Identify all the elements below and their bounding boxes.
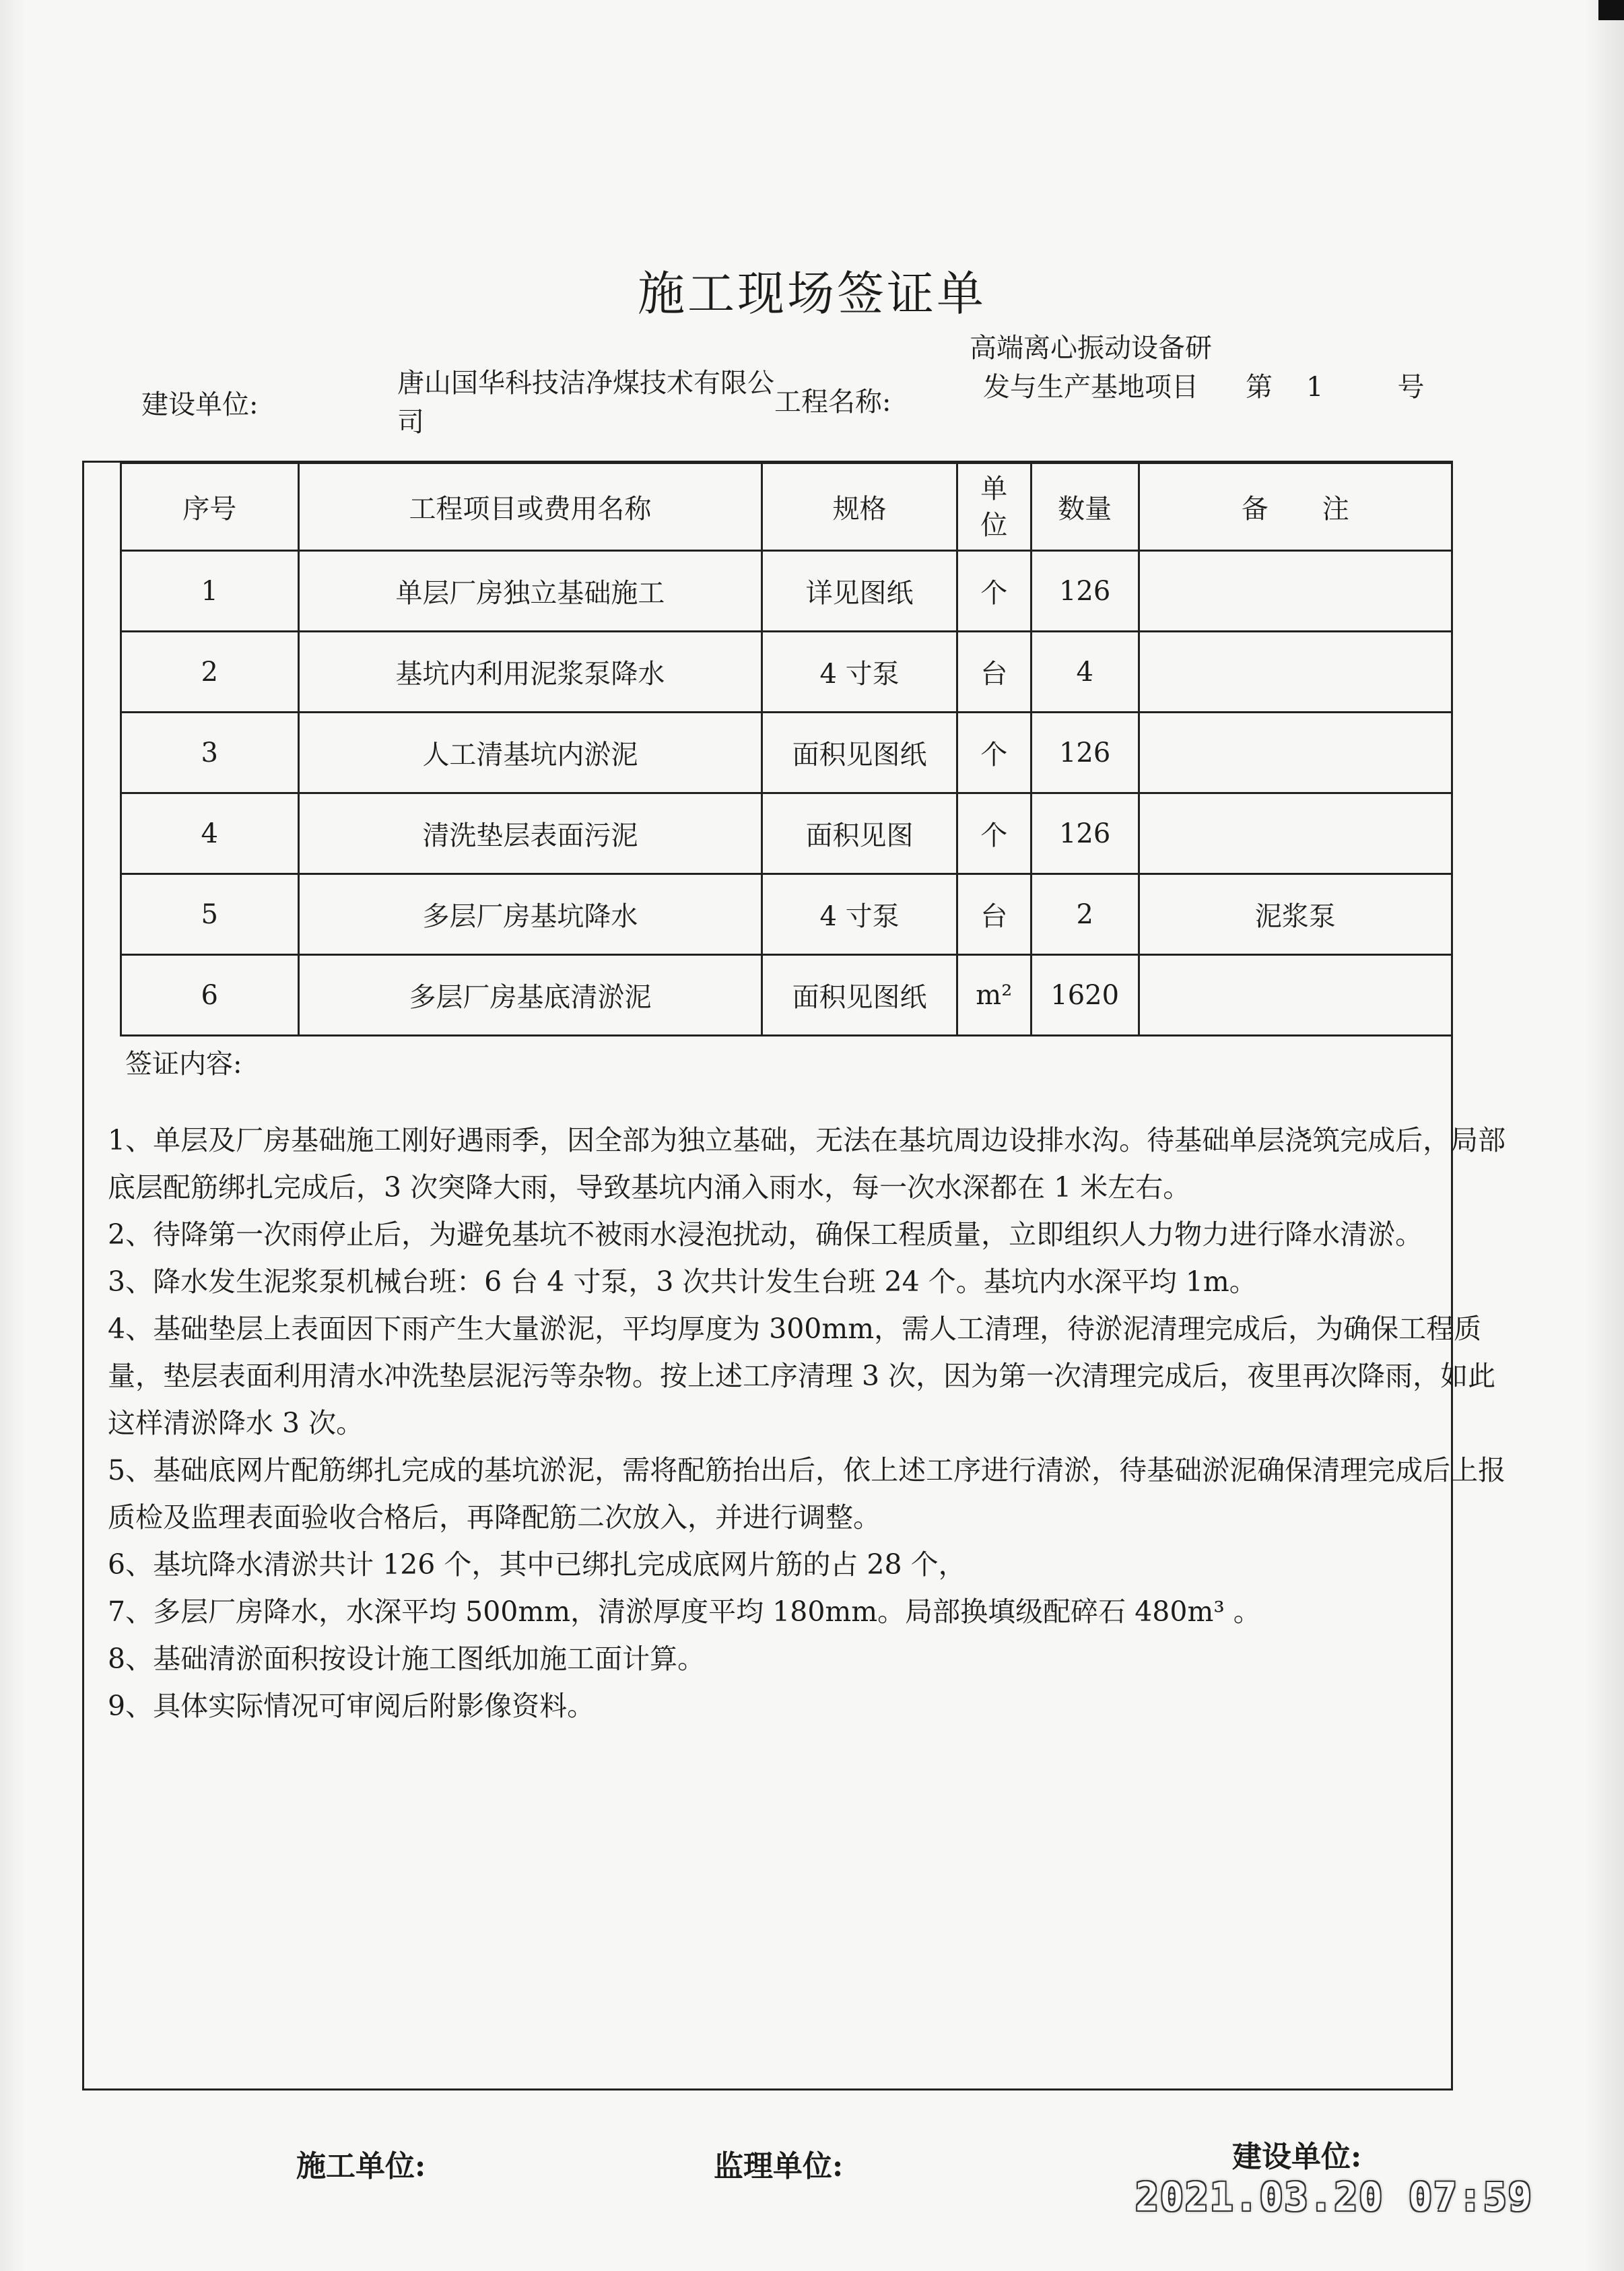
cell-note: 泥浆泵 <box>1139 874 1452 955</box>
header-spec: 规格 <box>762 463 957 551</box>
cell-seq: 2 <box>121 632 299 713</box>
cell-item: 多层厂房基坑降水 <box>298 874 762 955</box>
cell-item: 基坑内利用泥浆泵降水 <box>298 632 762 713</box>
cell-spec: 面积见图纸 <box>762 713 957 793</box>
cell-spec: 4 寸泵 <box>762 874 957 955</box>
owner-signature-label: 建设单位: <box>1232 2140 1362 2174</box>
project-label: 工程名称: <box>774 387 891 418</box>
header-unit-line2: 位 <box>980 509 1008 541</box>
owner-label: 建设单位: <box>141 389 259 420</box>
cell-seq: 1 <box>121 551 299 632</box>
cell-spec: 4 寸泵 <box>762 632 957 713</box>
header-unit-line1: 单 <box>980 473 1008 504</box>
project-name: 高端离心振动设备研发与生产基地项目 <box>970 333 1212 403</box>
supervisor-signature-label: 监理单位: <box>714 2149 844 2183</box>
document-title: 施工现场签证单 <box>638 266 986 321</box>
table-row <box>121 793 1452 874</box>
cell-item: 人工清基坑内淤泥 <box>298 713 762 793</box>
content-paragraph: 3、降水发生泥浆泵机械台班：6 台 4 寸泵，3 次共计发生台班 24 个。基坑内水深平均 1m。 <box>108 1265 1257 1298</box>
cell-spec: 面积见图 <box>762 793 957 874</box>
header-unit <box>957 463 1031 551</box>
cell-note <box>1139 632 1452 713</box>
cell-unit: 台 <box>957 632 1031 713</box>
cell-item: 单层厂房独立基础施工 <box>298 551 762 632</box>
cell-note <box>1139 793 1452 874</box>
cell-unit: 个 <box>957 713 1031 793</box>
cell-unit: 个 <box>957 551 1031 632</box>
form-number-prefix: 第 <box>1246 372 1273 403</box>
page-shadow-right <box>1584 0 1624 2271</box>
content-paragraph: 2、待降第一次雨停止后，为避免基坑不被雨水浸泡扰动，确保工程质量，立即组织人力物力进行降水清淤。 <box>108 1218 1423 1251</box>
page-shadow-left <box>0 0 27 2271</box>
content-paragraph: 8、基础清淤面积按设计施工图纸加施工面计算。 <box>108 1643 706 1675</box>
header-note: 备 注 <box>1139 463 1452 551</box>
content-paragraph: 1、单层及厂房基础施工刚好遇雨季，因全部为独立基础，无法在基坑周边设排水沟。待基础单层浇筑完成后，局部底层配筋绑扎完成后，3 次突降大雨，导致基坑内涌入雨水，每一次水深都在 1 米左右。 <box>108 1124 1506 1204</box>
cell-spec: 面积见图纸 <box>762 955 957 1036</box>
form-number-value: 1 <box>1306 372 1324 403</box>
table-row <box>121 632 1452 713</box>
table-row <box>121 713 1452 793</box>
cell-unit: m² <box>957 955 1031 1036</box>
cell-qty: 126 <box>1031 793 1139 874</box>
photo-corner <box>1598 0 1624 20</box>
table-row <box>121 874 1452 955</box>
content-paragraph: 6、基坑降水清淤共计 126 个，其中已绑扎完成底网片筋的占 28 个， <box>108 1548 966 1581</box>
builder-signature-label: 施工单位: <box>296 2149 426 2183</box>
cell-seq: 6 <box>121 955 299 1036</box>
content-label: 签证内容: <box>125 1049 242 1080</box>
cell-note <box>1139 713 1452 793</box>
header-item: 工程项目或费用名称 <box>298 463 762 551</box>
cell-unit: 台 <box>957 874 1031 955</box>
owner-name: 唐山国华科技洁净煤技术有限公司 <box>397 368 774 438</box>
cell-note <box>1139 955 1452 1036</box>
cell-qty: 126 <box>1031 551 1139 632</box>
content-body <box>108 1117 1522 1730</box>
cell-seq: 3 <box>121 713 299 793</box>
header-qty: 数量 <box>1031 463 1139 551</box>
form-number <box>1246 368 1424 407</box>
form-number-suffix: 号 <box>1397 372 1425 403</box>
cell-qty: 2 <box>1031 874 1139 955</box>
header-seq: 序号 <box>121 463 299 551</box>
items-table <box>120 462 1453 1036</box>
cell-spec: 详见图纸 <box>762 551 957 632</box>
table-row <box>121 955 1452 1036</box>
content-paragraph: 7、多层厂房降水，水深平均 500mm，清淤厚度平均 180mm。局部换填级配碎石 480m³ 。 <box>108 1595 1261 1628</box>
cell-seq: 4 <box>121 793 299 874</box>
cell-note <box>1139 551 1452 632</box>
cell-item: 多层厂房基底清淤泥 <box>298 955 762 1036</box>
cell-qty: 1620 <box>1031 955 1139 1036</box>
cell-qty: 4 <box>1031 632 1139 713</box>
cell-item: 清洗垫层表面污泥 <box>298 793 762 874</box>
cell-seq: 5 <box>121 874 299 955</box>
table-header-row <box>121 463 1452 551</box>
content-paragraph: 9、具体实际情况可审阅后附影像资料。 <box>108 1690 595 1722</box>
cell-qty: 126 <box>1031 713 1139 793</box>
table-row <box>121 551 1452 632</box>
content-paragraph: 5、基础底网片配筋绑扎完成的基坑淤泥，需将配筋抬出后，依上述工序进行清淤，待基础淤泥确保清理完成后上报质检及监理表面验收合格后，再降配筋二次放入，并进行调整。 <box>108 1454 1506 1534</box>
photo-timestamp: 2021.03.20 07:59 <box>1135 2174 1533 2220</box>
cell-unit: 个 <box>957 793 1031 874</box>
content-paragraph: 4、基础垫层上表面因下雨产生大量淤泥，平均厚度为 300mm，需人工清理，待淤泥清理完成后，为确保工程质量，垫层表面利用清水冲洗垫层泥污等杂物。按上述工序清理 3 次，因为第一次清理完成后，夜里再次降雨，如此这样清淤降水 3 次。 <box>108 1313 1496 1439</box>
